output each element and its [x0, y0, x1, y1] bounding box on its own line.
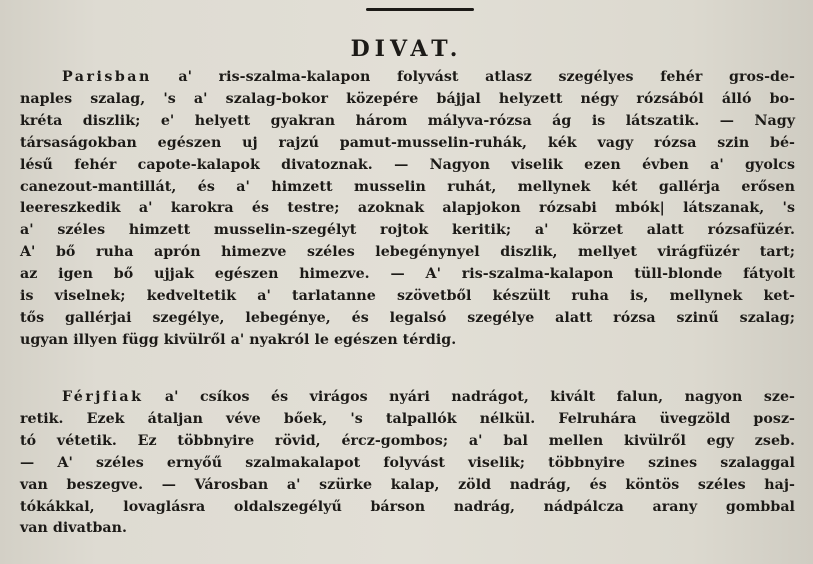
text-line: canezout-mantillát, és a' himzett musselin ruhát, mellynek két gallérja erősen: [20, 178, 795, 195]
text-line: retik. Ezek átaljan véve bőek, 's talpallók nélkül. Felruhára üvegzöld posz-: [20, 410, 795, 427]
text-line: naples szalag, 's a' szalag-bokor közepére bájjal helyzett négy rózsából álló bo-: [20, 90, 795, 107]
text-line: van divatban.: [20, 520, 128, 537]
text-line: tős gallérjai szegélye, lebegénye, és legalsó szegélye alatt rózsa szinű szalag;: [20, 309, 795, 326]
lead-word: Parisban: [62, 69, 152, 85]
text-line: [20, 67, 795, 89]
text-line: a' széles himzett musselin-szegélyt rojtok keritik; a' körzet alatt rózsafüzér.: [20, 222, 795, 239]
paragraph-men-fashion: [20, 387, 795, 540]
text-line: A' bő ruha aprón himezve széles lebegénynyel diszlik, mellyet virágfüzér tart;: [20, 244, 795, 261]
text-line: tókákkal, lovaglásra oldalszegélyű bárson nadrág, nádpálcza arany gombbal: [20, 498, 795, 515]
text-line: — A' széles ernyőű szalmakalapot folyvást viselik; többnyire szines szalaggal: [20, 454, 795, 471]
text-line: lésű fehér capote-kalapok divatoznak. — Nagyon viselik ezen évben a' gyolcs: [20, 156, 795, 173]
article-title: DIVAT.: [350, 36, 463, 62]
lead-word: Férjfiak: [62, 389, 144, 405]
text-line-rest: a' ris-szalma-kalapon folyvást atlasz szegélyes fehér gros-de-: [151, 69, 795, 85]
text-line: tó vétetik. Ez többnyire rövid, ércz-gombos; a' bal mellen kivülről egy zseb.: [20, 432, 795, 449]
paragraph-women-fashion: [20, 67, 795, 352]
text-line: is viselnek; kedveltetik a' tarlatanne szövetből készült ruha is, mellynek ket-: [20, 288, 795, 305]
text-line: ugyan illyen függ kivülről a' nyakról le egészen térdig.: [20, 331, 457, 348]
text-line: társaságokban egészen uj rajzú pamut-musselin-ruhák, kék vagy rózsa szin bé-: [20, 134, 795, 151]
text-line: az igen bő ujjak egészen himezve. — A' ris-szalma-kalapon tüll-blonde fátyolt: [20, 266, 795, 283]
text-line: van beszegve. — Városban a' szürke kalap, zöld nadrág, és köntös széles haj-: [20, 476, 795, 493]
header-rule: [366, 8, 474, 11]
text-line: kréta diszlik; e' helyett gyakran három mályva-rózsa ág is látszatik. — Nagy: [20, 112, 795, 129]
text-line: [20, 387, 795, 409]
text-line-rest: a' csíkos és virágos nyári nadrágot, kivált falun, nagyon sze-: [143, 389, 795, 405]
text-line: leereszkedik a' karokra és testre; azoknak alapjokon rózsabi mbók| látszanak, 's: [20, 200, 795, 217]
